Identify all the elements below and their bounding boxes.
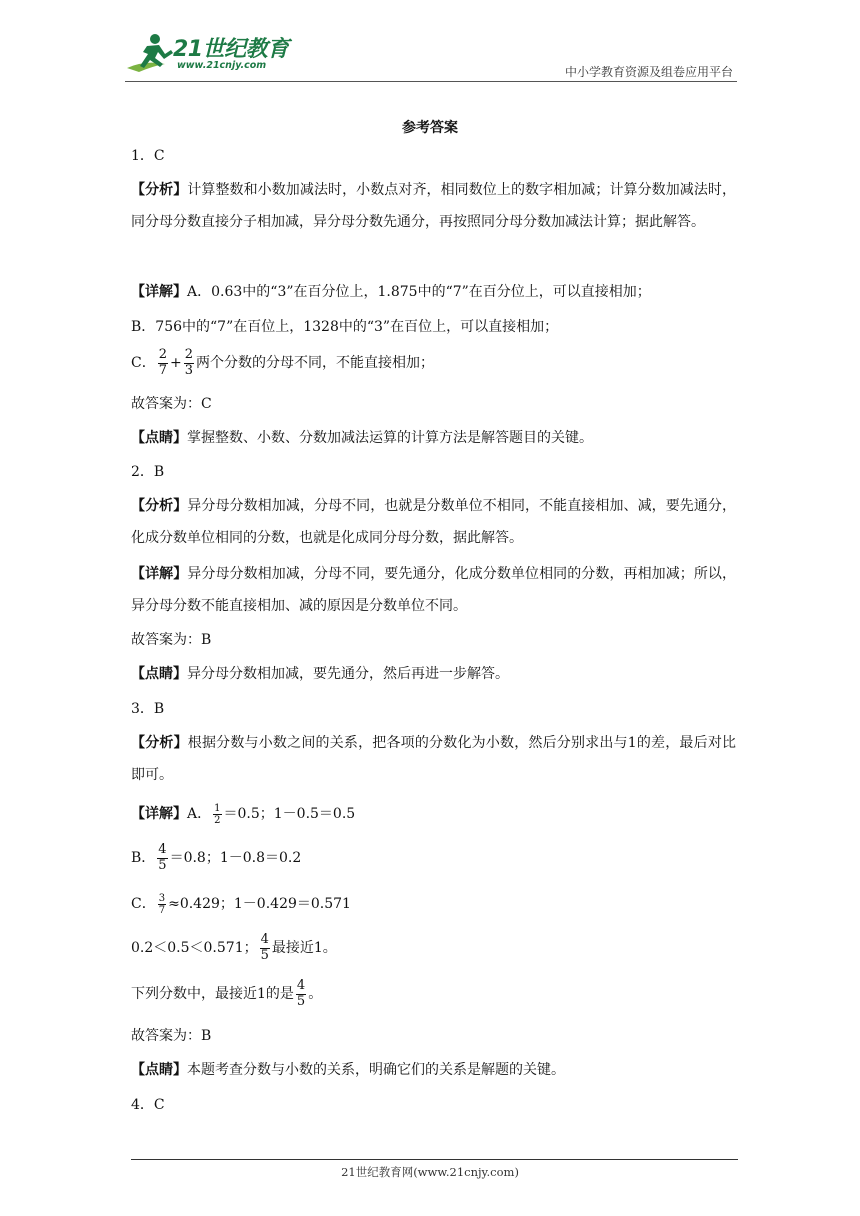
q1-detail-b: B．756中的“7”在百位上，1328中的“3”在百位上，可以直接相加； xyxy=(131,319,559,335)
q1-comment xyxy=(131,428,736,448)
q3-conclusion xyxy=(131,974,736,1014)
q3-concl-denominator: 5 xyxy=(296,993,306,1009)
q1-fraction-1 xyxy=(158,348,168,378)
site-logo[interactable] xyxy=(125,30,290,76)
q1-detail-a-text: A．0.63中的“3”在百分位上，1.875中的“7”在百分位上，可以直接相加； xyxy=(187,284,651,300)
q3-b-suffix: ＝0.8；1－0.8＝0.2 xyxy=(169,850,302,866)
q2-analysis-tag: 【分析】 xyxy=(131,498,188,514)
q3-c-denominator: 7 xyxy=(158,904,166,916)
q3-c-prefix: C． xyxy=(131,896,156,912)
q3-cmp-suffix: 最接近1。 xyxy=(271,940,337,956)
q3-concl-fraction xyxy=(296,979,306,1009)
q3-concl-prefix: 下列分数中，最接近1的是 xyxy=(131,986,294,1002)
q3-detail-tag: 【详解】 xyxy=(131,806,187,822)
logo-text: 21世纪教育 xyxy=(173,37,289,62)
q3-comment-tag: 【点睛】 xyxy=(131,1062,187,1078)
q3-a-prefix: A． xyxy=(187,806,212,822)
q3-b-denominator: 5 xyxy=(158,857,167,873)
q1-c-suffix: 两个分数的分母不同，不能直接相加； xyxy=(196,355,435,371)
q1-fraction-2-denominator: 3 xyxy=(184,362,194,378)
q3-c-suffix: ≈0.429；1－0.429＝0.571 xyxy=(168,896,351,912)
q1-fraction-1-denominator: 7 xyxy=(158,362,167,378)
q3-b-prefix: B． xyxy=(131,850,156,866)
q1-detail-a xyxy=(131,282,736,302)
q2-number: 2．B xyxy=(131,464,165,480)
q3-comparison xyxy=(131,928,736,968)
q3-number: 3．B xyxy=(131,701,165,717)
q1-detail-c xyxy=(131,346,736,380)
q3-comment xyxy=(131,1060,736,1080)
q1-plus-sign: + xyxy=(170,355,182,371)
q2-detail-text: 异分母分数相加减，分母不同，要先通分，化成分数单位相同的分数，再相加减；所以，异分母分数不能直接相加、减的原因是分数单位不同。 xyxy=(131,566,737,614)
q3-analysis xyxy=(131,727,736,791)
q1-fraction-2 xyxy=(184,348,194,378)
q3-b-fraction xyxy=(157,843,167,873)
q3-concl-suffix: 。 xyxy=(308,986,323,1002)
logo-url: www.21cnjy.com xyxy=(177,60,267,71)
q2-comment-text: 异分母分数相加减，要先通分，然后再进一步解答。 xyxy=(187,666,509,682)
q3-a-fraction xyxy=(213,803,221,826)
q1-analysis-tag: 【分析】 xyxy=(131,182,188,198)
q3-comment-text: 本题考查分数与小数的关系，明确它们的关系是解题的关键。 xyxy=(187,1062,565,1078)
q3-concl-numerator: 4 xyxy=(296,978,306,994)
header-divider xyxy=(125,81,737,82)
q3-detail-b xyxy=(131,840,736,876)
q1-comment-text: 掌握整数、小数、分数加减法运算的计算方法是解答题目的关键。 xyxy=(187,430,593,446)
q1-answer: 故答案为：C xyxy=(131,396,212,412)
q1-number: 1．C xyxy=(131,148,165,164)
q3-detail-c xyxy=(131,890,736,918)
q3-a-numerator: 1 xyxy=(214,802,221,814)
q3-c-numerator: 3 xyxy=(158,892,166,904)
q3-a-suffix: ＝0.5；1－0.5＝0.5 xyxy=(223,806,356,822)
q3-b-numerator: 4 xyxy=(158,842,167,858)
q1-analysis-text: 计算整数和小数加减法时，小数点对齐，相同数位上的数字相加减；计算分数加减法时，同分母分数直接分子相加减，异分母分数先通分，再按照同分母分数加减法计算；据此解答。 xyxy=(131,182,737,230)
q1-fraction-2-numerator: 2 xyxy=(184,347,194,363)
q2-analysis-text: 异分母分数相加减，分母不同，也就是分数单位不相同，不能直接相加、减，要先通分，化成分数单位相同的分数，也就是化成同分母分数，据此解答。 xyxy=(131,498,737,546)
q2-analysis xyxy=(131,490,736,554)
q3-answer: 故答案为：B xyxy=(131,1028,212,1044)
q2-detail-tag: 【详解】 xyxy=(131,566,188,582)
footer-divider xyxy=(131,1159,738,1160)
q3-detail-a xyxy=(131,800,736,828)
q1-fraction-1-numerator: 2 xyxy=(158,347,167,363)
q3-cmp-fraction xyxy=(260,933,270,963)
q2-comment xyxy=(131,664,736,684)
q2-detail xyxy=(131,558,736,622)
q1-analysis xyxy=(131,174,736,238)
q1-detail-tag: 【详解】 xyxy=(131,284,187,300)
q3-cmp-denominator: 5 xyxy=(260,947,269,963)
q3-analysis-text: 根据分数与小数之间的关系，把各项的分数化为小数，然后分别求出与1的差，最后对比即可。 xyxy=(131,735,737,783)
q2-comment-tag: 【点睛】 xyxy=(131,666,187,682)
page-title: 参考答案 xyxy=(402,120,458,136)
q3-c-fraction xyxy=(158,893,166,916)
q3-cmp-prefix: 0.2＜0.5＜0.571； xyxy=(131,940,258,956)
q3-analysis-tag: 【分析】 xyxy=(131,735,188,751)
page-header xyxy=(125,30,737,78)
q4-number: 4．C xyxy=(131,1097,165,1113)
q1-comment-tag: 【点睛】 xyxy=(131,430,187,446)
header-platform-name: 中小学教育资源及组卷应用平台 xyxy=(564,65,733,79)
q3-cmp-numerator: 4 xyxy=(260,932,269,948)
q2-answer: 故答案为：B xyxy=(131,632,212,648)
q1-c-prefix: C． xyxy=(131,355,156,371)
q3-a-denominator: 2 xyxy=(214,814,221,826)
footer-link[interactable]: 21世纪教育网(www.21cnjy.com) xyxy=(341,1165,519,1179)
